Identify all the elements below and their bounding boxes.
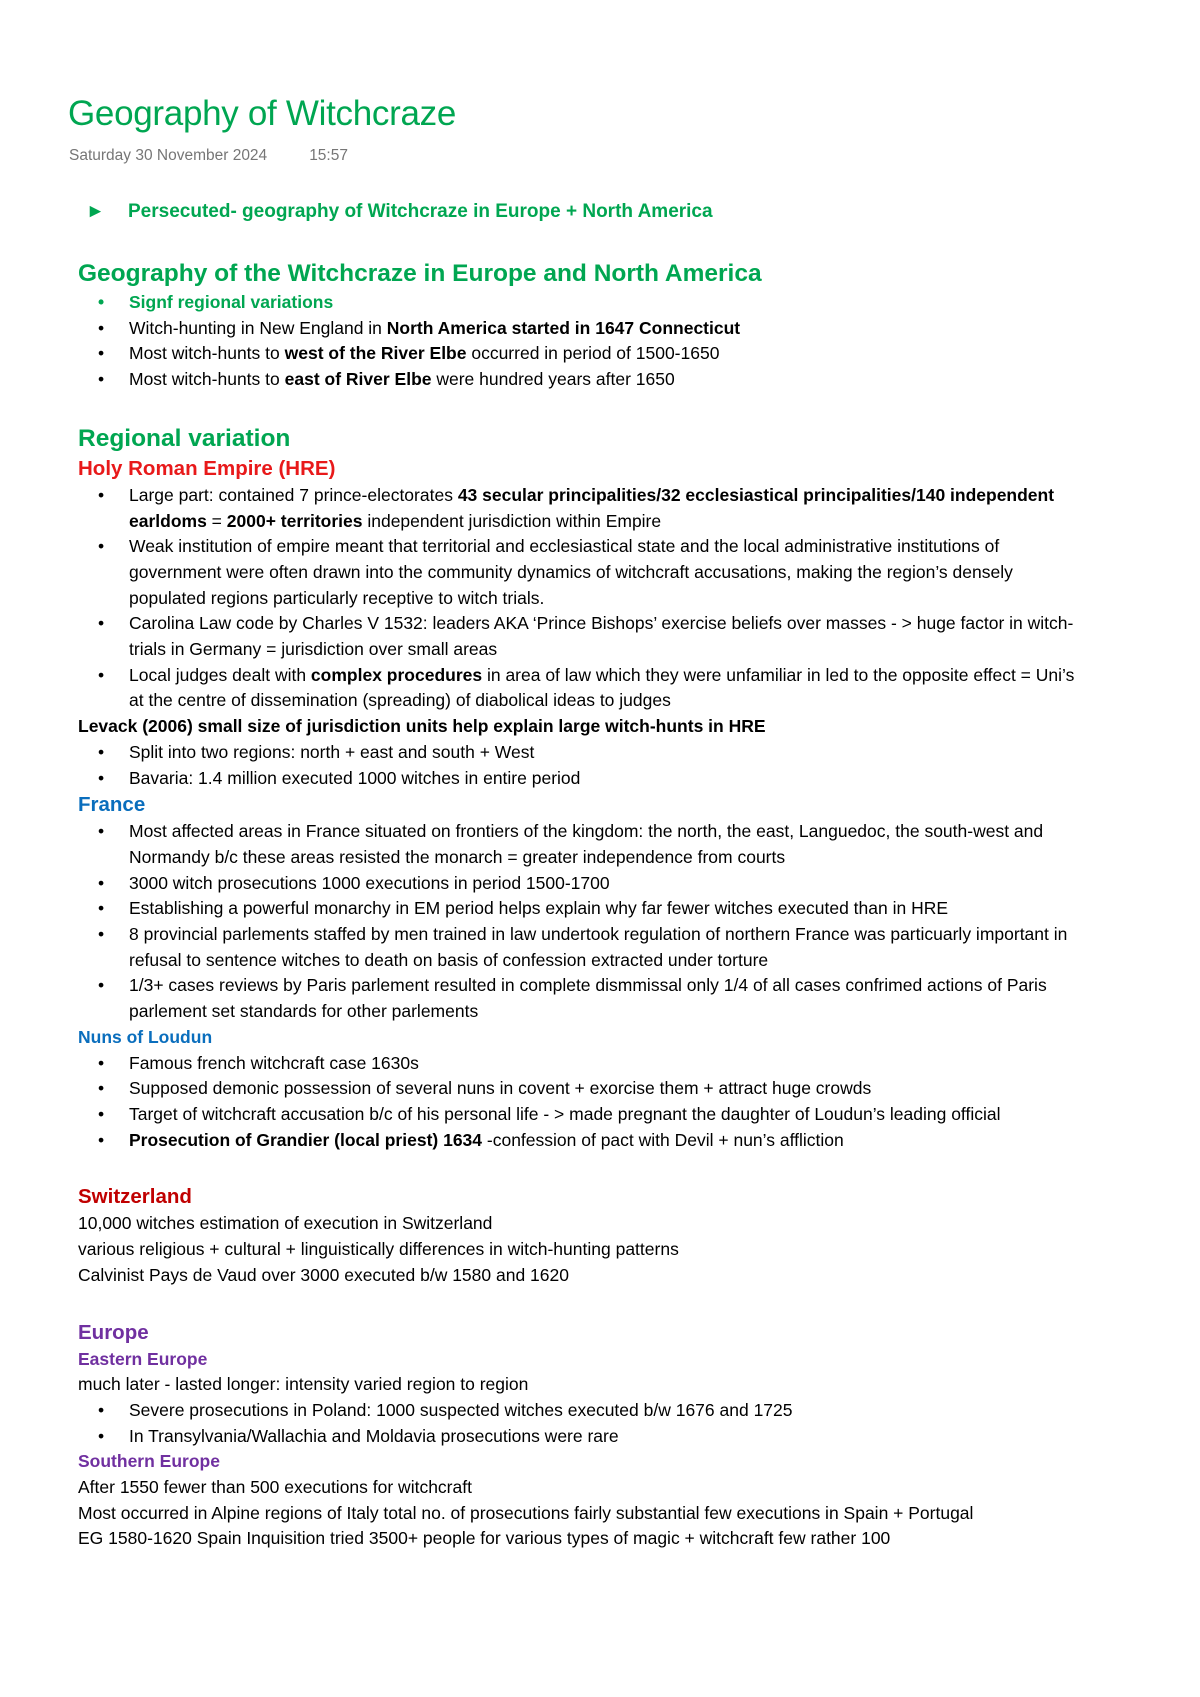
heading-hre: Holy Roman Empire (HRE) — [78, 456, 336, 480]
list-item: • Signf regional variations — [78, 290, 1078, 316]
text-line: After 1550 fewer than 500 executions for witchcraft — [78, 1477, 472, 1498]
list-item: • 8 provincial parlements staffed by men trained in law undertook regulation of northern France was particuarly important in refusal to sentence witches to death on basis of confession extracted under torture — [78, 922, 1078, 973]
note-body — [78, 258, 1078, 1552]
list-item: • Most witch-hunts to east of River Elbe were hundred years after 1650 — [78, 367, 1078, 393]
eastern-list — [78, 1398, 1078, 1449]
text-line: 10,000 witches estimation of execution in Switzerland — [78, 1213, 493, 1234]
heading-switzerland: Switzerland — [78, 1185, 192, 1209]
list-item: • Establishing a powerful monarchy in EM period helps explain why far fewer witches executed than in HRE — [78, 896, 1078, 922]
list-item: • Local judges dealt with complex procedures in area of law which they were unfamiliar in led to the opposite effect = Uni’s at the centre of dissemination (spreading) of diabolical ideas to judges — [78, 663, 1078, 714]
list-item: • Split into two regions: north + east and south + West — [78, 740, 1078, 766]
list-item: • Famous french witchcraft case 1630s — [78, 1051, 1078, 1077]
list-item: • Supposed demonic possession of several nuns in covent + exorcise them + attract huge crowds — [78, 1076, 1078, 1102]
list-item: • Severe prosecutions in Poland: 1000 suspected witches executed b/w 1676 and 1725 — [78, 1398, 1078, 1424]
heading-regional-variation: Regional variation — [78, 424, 291, 452]
top-arrow-bullet — [86, 201, 713, 223]
list-item: • Target of witchcraft accusation b/c of his personal life - > made pregnant the daughter of Loudun’s leading official — [78, 1102, 1078, 1128]
note-time: 15:57 — [309, 147, 348, 164]
geography-list — [78, 290, 1078, 393]
arrow-bullet-icon: ► — [86, 201, 105, 222]
list-item: • Most affected areas in France situated on frontiers of the kingdom: the north, the east, Languedoc, the south-west and Normandy b/c these areas resisted the monarch = greater independence from courts — [78, 819, 1078, 870]
hre-list — [78, 483, 1078, 714]
note-timestamp — [69, 147, 348, 165]
heading-france: France — [78, 793, 146, 817]
list-item: • Bavaria: 1.4 million executed 1000 witches in entire period — [78, 766, 1078, 792]
list-item: • Witch-hunting in New England in North America started in 1647 Connecticut — [78, 316, 1078, 342]
text-line: Calvinist Pays de Vaud over 3000 executed b/w 1580 and 1620 — [78, 1264, 569, 1285]
heading-southern-europe: Southern Europe — [78, 1451, 220, 1472]
heading-eastern-europe: Eastern Europe — [78, 1348, 208, 1369]
text-line: various religious + cultural + linguistically differences in witch-hunting patterns — [78, 1239, 679, 1260]
list-item: • In Transylvania/Wallachia and Moldavia prosecutions were rare — [78, 1424, 1078, 1450]
list-item: • Weak institution of empire meant that territorial and ecclesiastical state and the local administrative institutions of government were often drawn into the community dynamics of witchcraft accusations, making the region’s densely populated regions particularly receptive to witch trials. — [78, 534, 1078, 611]
text-line: much later - lasted longer: intensity varied region to region — [78, 1374, 529, 1395]
heading-europe: Europe — [78, 1320, 149, 1344]
france-list — [78, 819, 1078, 1025]
levack-note: Levack (2006) small size of jurisdiction units help explain large witch-hunts in HRE — [78, 716, 766, 737]
hre-list-2 — [78, 740, 1078, 791]
note-date: Saturday 30 November 2024 — [69, 147, 268, 164]
top-bullet-text: Persecuted- geography of Witchcraze in Europe + North America — [128, 201, 713, 222]
list-item: • 3000 witch prosecutions 1000 executions in period 1500-1700 — [78, 871, 1078, 897]
text-line: EG 1580-1620 Spain Inquisition tried 3500+ people for various types of magic + witchcraft few rather 100 — [78, 1528, 891, 1549]
loudun-list — [78, 1051, 1078, 1154]
page-title: Geography of Witchcraze — [68, 94, 456, 133]
list-item: • 1/3+ cases reviews by Paris parlement resulted in complete dismmissal only 1/4 of all cases confrimed actions of Paris parlement set standards for other parlements — [78, 973, 1078, 1024]
list-item: • Large part: contained 7 prince-electorates 43 secular principalities/32 ecclesiastical principalities/140 independent earldoms = 2000+ territories independent jurisdiction within Empire — [78, 483, 1078, 534]
list-item: • Carolina Law code by Charles V 1532: leaders AKA ‘Prince Bishops’ exercise beliefs over masses - > huge factor in witch-trials in Germany = jurisdiction over small areas — [78, 611, 1078, 662]
list-item: • Prosecution of Grandier (local priest) 1634 -confession of pact with Devil + nun’s affliction — [78, 1128, 1078, 1154]
text-line: Most occurred in Alpine regions of Italy total no. of prosecutions fairly substantial few executions in Spain + Portugal — [78, 1502, 974, 1523]
heading-nuns-of-loudun: Nuns of Loudun — [78, 1026, 213, 1047]
list-item: • Most witch-hunts to west of the River Elbe occurred in period of 1500-1650 — [78, 341, 1078, 367]
heading-geography: Geography of the Witchcraze in Europe and North America — [78, 260, 762, 287]
